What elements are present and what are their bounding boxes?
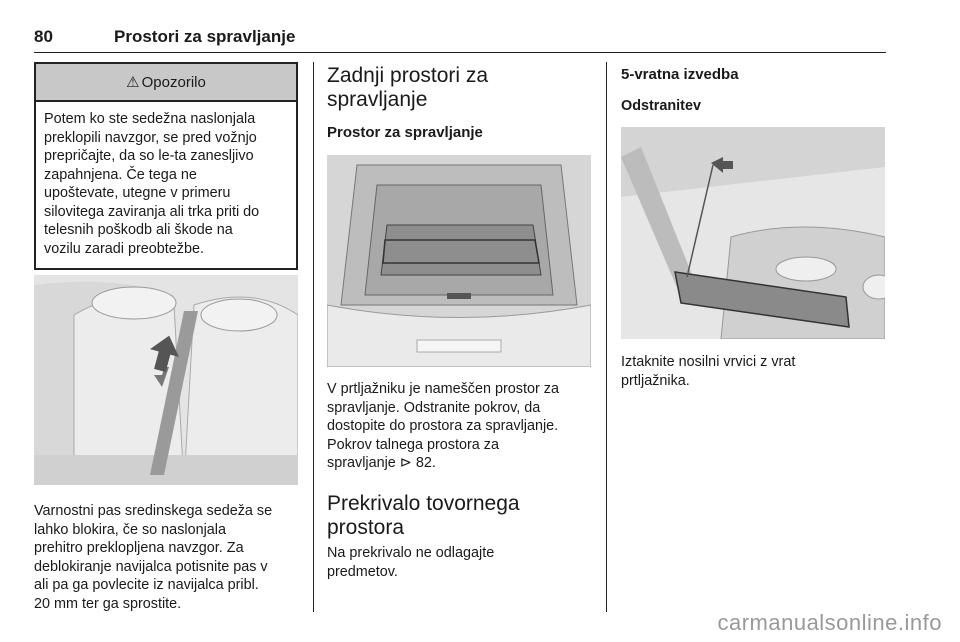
page-number: 80: [34, 27, 53, 46]
page-title: Prostori za spravljanje: [114, 27, 296, 46]
column-divider: [313, 62, 314, 612]
warning-line: zapahnjena. Če tega ne: [44, 166, 197, 183]
cover-heading-text: Prekrivalo tovornega prostora: [327, 492, 520, 539]
removal-text: Iztaknite nosilni vrvici z vrat prtljažnika.: [621, 354, 796, 389]
removal-heading: Odstranitev: [621, 98, 701, 114]
cargo-cover-illustration: [621, 127, 885, 339]
warning-line: prepričajte, da so le-ta zanesljivo: [44, 148, 254, 164]
page-ref-icon: ⊳: [399, 455, 412, 471]
column-middle: [327, 64, 591, 112]
warning-title: Opozorilo: [141, 73, 206, 91]
variant-heading: 5-vratna izvedba: [621, 66, 739, 83]
storage-text: V prtljažniku je nameščen prostor za spravljanje. Odstranite pokrov, da dostopite do prostora za spravljanje. Pokrov talnega prostora za spravljanje ⊳ 82.: [327, 381, 559, 471]
subheading-wrap: [327, 124, 591, 141]
subheading: Prostor za spravljanje: [327, 124, 483, 141]
cover-heading: [327, 492, 591, 540]
watermark: carmanualsonline.info: [717, 610, 942, 635]
seat-belt-illustration: [34, 275, 298, 485]
removal-heading-wrap: [621, 98, 885, 114]
warning-line: upoštevate, utegne v primeru: [44, 185, 231, 201]
warning-line: vozilu zaradi preobtežbe.: [44, 240, 204, 257]
section-heading: Zadnji prostori za spravljanje: [327, 64, 489, 111]
page-header: [34, 22, 886, 53]
trunk-storage-illustration: [327, 155, 591, 367]
warning-box: [34, 62, 298, 270]
column-divider: [606, 62, 607, 612]
warning-header: [36, 64, 296, 102]
warning-text: [36, 102, 296, 268]
warning-triangle-icon: ⚠: [126, 74, 140, 91]
seat-belt-text: Varnostni pas sredinskega sedeža se lahko blokira, če so naslonjala prehitro preklopljena navzgor. Za deblokiranje navijalca potisnite pas v ali pa ga povlecite iz navijalca pribl. 20 mm ter ga sprostite.: [34, 503, 273, 612]
warning-line: telesnih poškodb ali škode na: [44, 222, 233, 238]
column-left: [34, 62, 298, 270]
cover-text: Na prekrivalo ne odlagajte predmetov.: [327, 545, 495, 580]
column-right: [621, 66, 885, 83]
warning-line: Potem ko ste sedežna naslonjala: [44, 111, 256, 127]
warning-line: preklopili navzgor, se pred vožnjo: [44, 129, 257, 146]
warning-line: silovitega zaviranja ali trka priti do: [44, 203, 260, 220]
page-ref[interactable]: 82.: [415, 455, 436, 471]
